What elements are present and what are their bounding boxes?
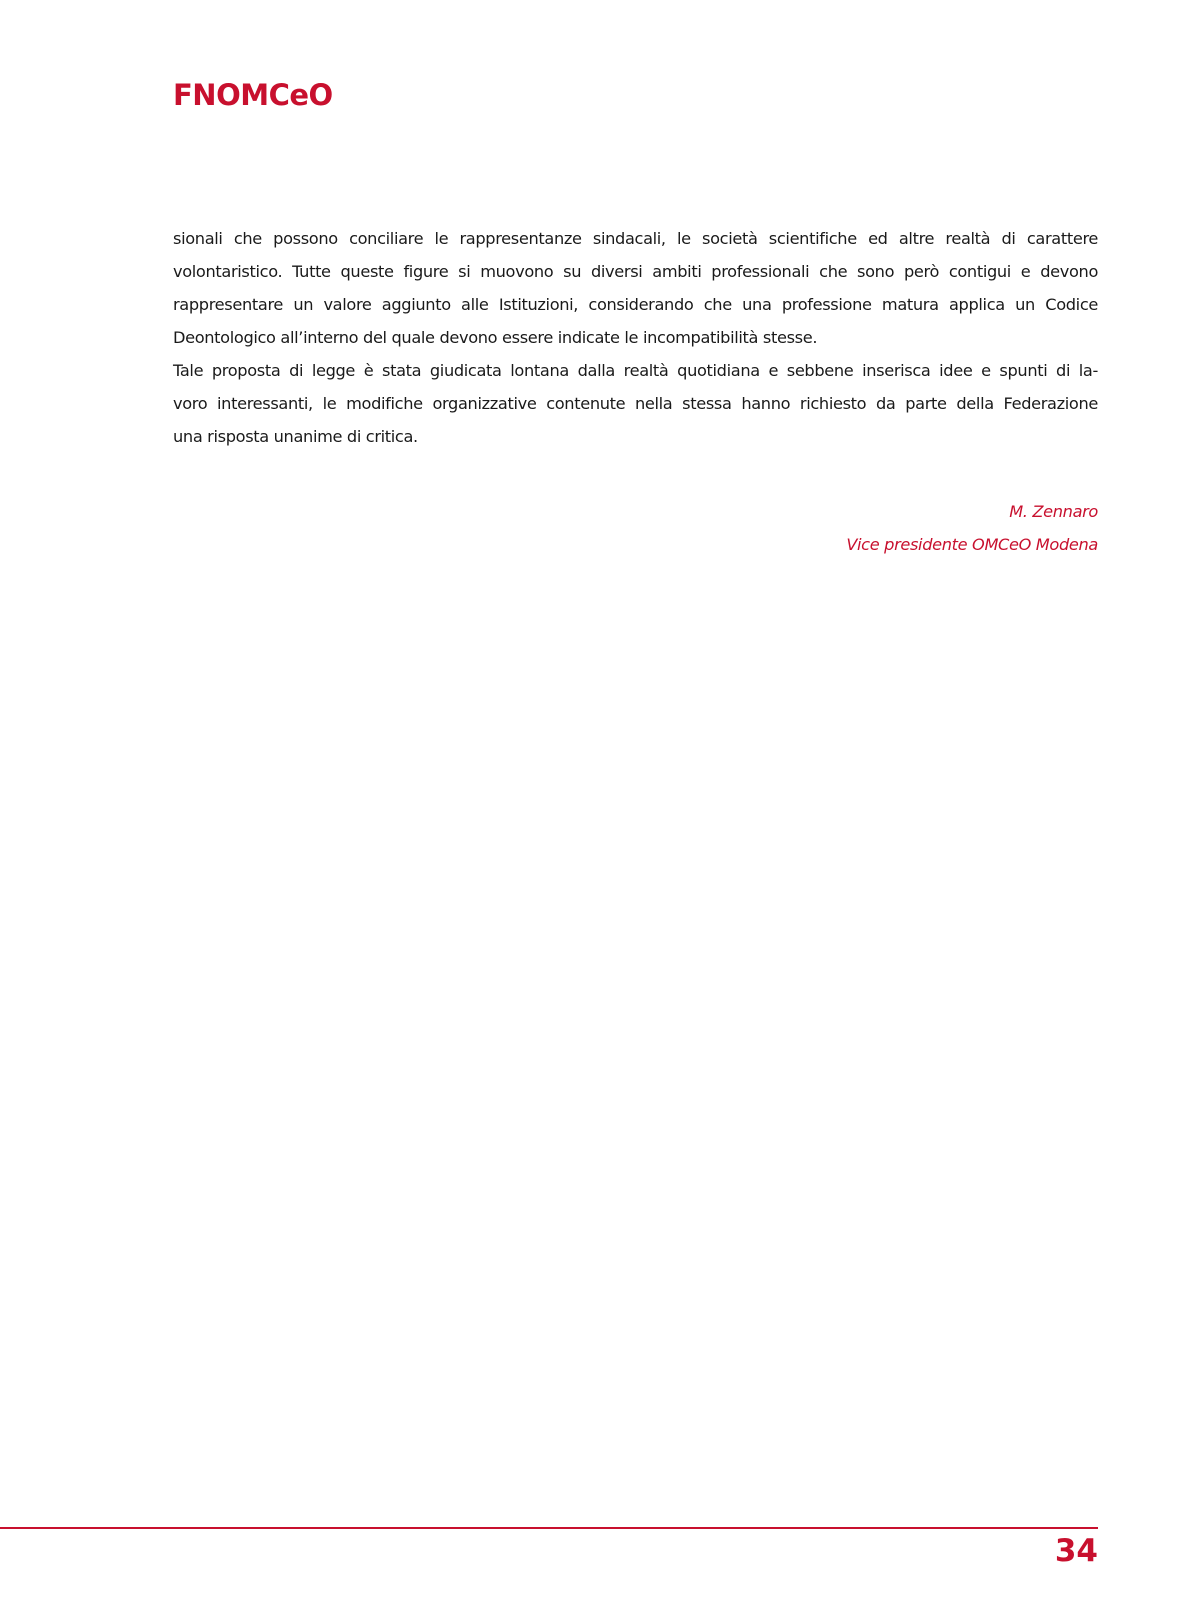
text-line: voro interessanti, le modifiche organizzative contenute nella stessa hanno richiesto da parte della Federazione xyxy=(173,394,1098,413)
paragraph xyxy=(173,222,1098,354)
text-line: Deontologico all’interno del quale devono essere indicate le incompatibilità stesse. xyxy=(173,328,818,347)
page-number: 34 xyxy=(1054,1533,1098,1569)
text-line: volontaristico. Tutte queste figure si muovono su diversi ambiti professionali che sono però contigui e devono xyxy=(173,262,1098,281)
signature-role: Vice presidente OMCeO Modena xyxy=(846,535,1098,554)
body-text xyxy=(173,222,1098,453)
text-line: rappresentare un valore aggiunto alle Istituzioni, considerando che una professione matura applica un Codice xyxy=(173,295,1098,314)
footer-divider xyxy=(0,1527,1098,1529)
page-header-title: FNOMCeO xyxy=(173,78,333,112)
text-line: Tale proposta di legge è stata giudicata lontana dalla realtà quotidiana e sebbene inserisca idee e spunti di la- xyxy=(173,361,1098,380)
text-line: una risposta unanime di critica. xyxy=(173,427,418,446)
paragraph xyxy=(173,354,1098,453)
text-line: sionali che possono conciliare le rappresentanze sindacali, le società scientifiche ed altre realtà di carattere xyxy=(173,229,1098,248)
signature-block xyxy=(846,495,1098,561)
signature-name: M. Zennaro xyxy=(1009,502,1098,521)
